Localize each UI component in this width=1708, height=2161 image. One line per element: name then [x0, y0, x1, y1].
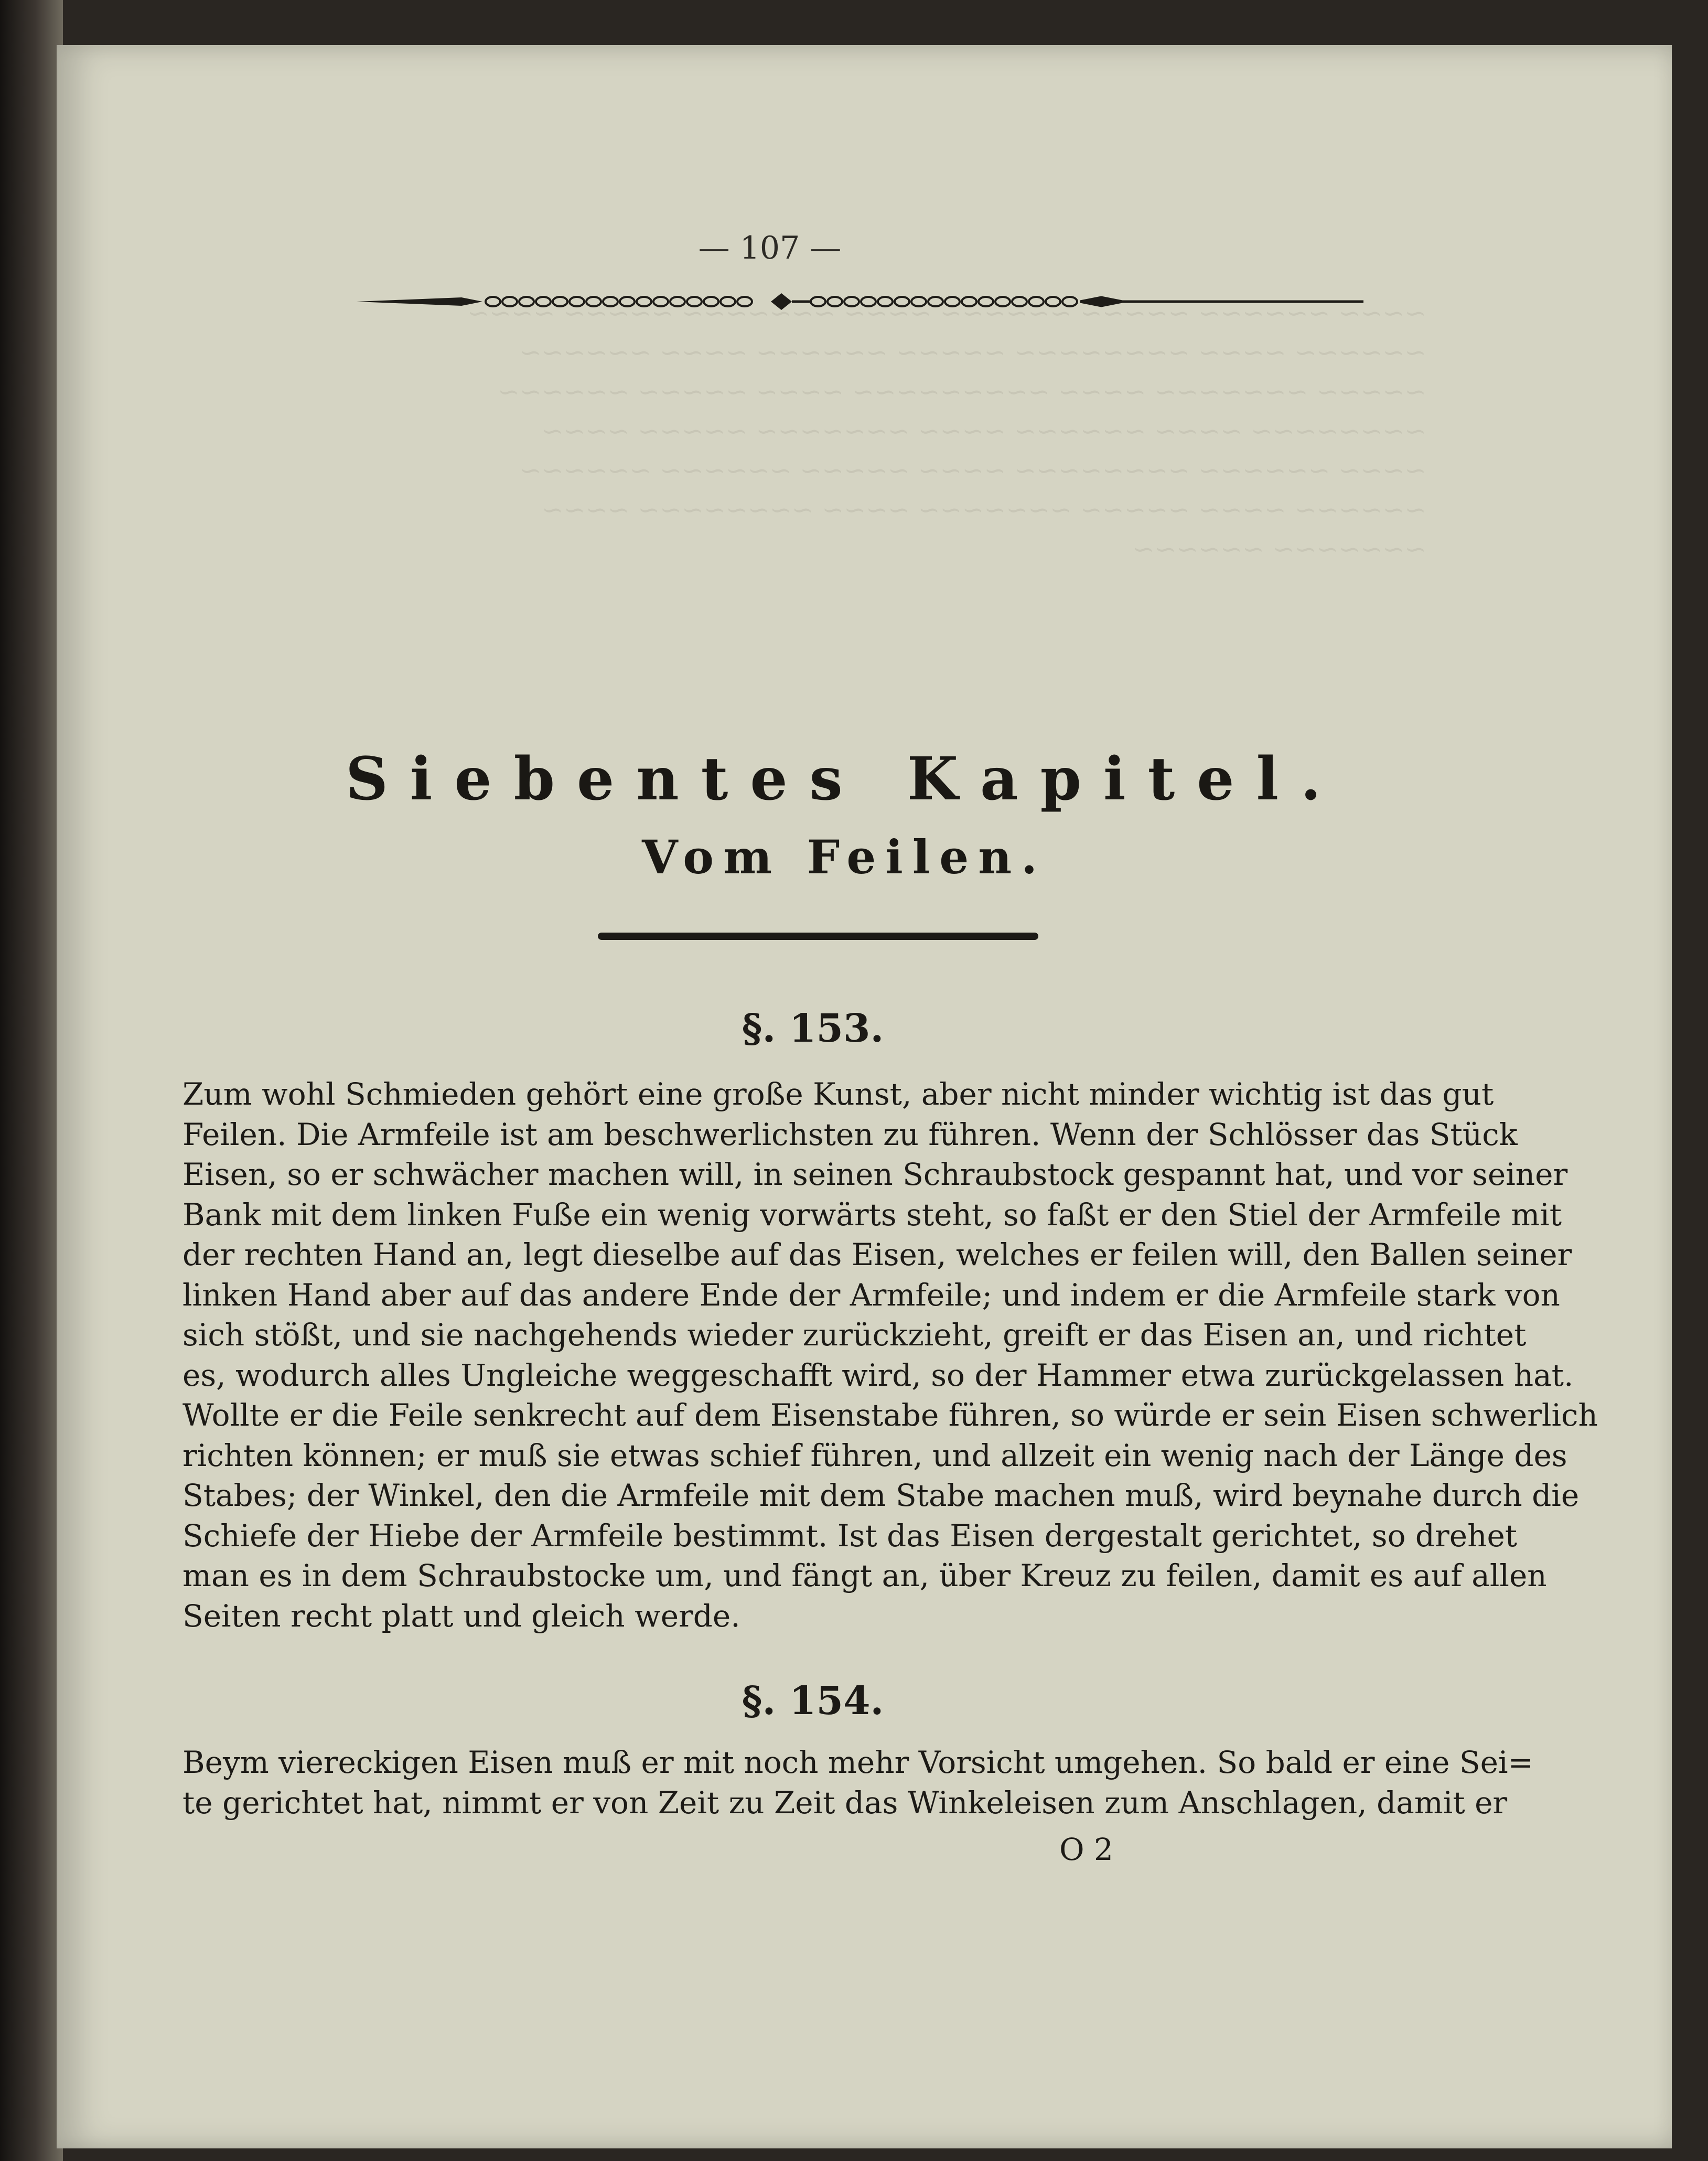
text-line: Beym viereckigen Eisen muß er mit noch mehr Vorsicht umgehen. So bald er eine Sei=	[182, 1745, 1534, 1780]
chapter-subtitle: Vom Feilen.	[642, 830, 1047, 884]
decorative-ornament-rule	[199, 286, 1363, 317]
text-line: Wollte er die Feile senkrecht auf dem Eisenstabe führen, so würde er sein Eisen schwerlich	[182, 1397, 1598, 1433]
text-line: der rechten Hand an, legt dieselbe auf das Eisen, welches er feilen will, den Ballen seiner	[182, 1237, 1572, 1272]
section-154-paragraph	[182, 1742, 1534, 1823]
text-line: man es in dem Schraubstocke um, und fängt an, über Kreuz zu feilen, damit es auf allen	[182, 1558, 1547, 1593]
text-line: richten können; er muß sie etwas schief führen, und allzeit ein wenig nach der Länge des	[182, 1437, 1567, 1473]
signature-mark: O 2	[1059, 1832, 1113, 1867]
title-divider-rule	[598, 933, 1038, 940]
chapter-title: Siebentes Kapitel.	[345, 745, 1344, 814]
book-spine	[0, 0, 63, 2161]
text-line: te gerichtet hat, nimmt er von Zeit zu Zeit das Winkeleisen zum Anschlagen, damit er	[182, 1784, 1508, 1821]
text-line: Stabes; der Winkel, den die Armfeile mit dem Stabe machen muß, wird beynahe durch die	[182, 1478, 1580, 1513]
section-heading-153: §. 153.	[742, 1006, 884, 1051]
section-heading-154: §. 154.	[742, 1678, 884, 1724]
text-line: Feilen. Die Armfeile ist am beschwerlichsten zu führen. Wenn der Schlösser das Stück	[182, 1116, 1518, 1152]
text-line: Schiefe der Hiebe der Armfeile bestimmt. Ist das Eisen dergestalt gerichtet, so drehet	[182, 1517, 1518, 1554]
text-line: Eisen, so er schwächer machen will, in seinen Schraubstock gespannt hat, und vor seiner	[182, 1157, 1568, 1192]
text-line: Zum wohl Schmieden gehört eine große Kunst, aber nicht minder wichtig ist das gut	[182, 1076, 1494, 1112]
text-line: Bank mit dem linken Fuße ein wenig vorwärts steht, so faßt er den Stiel der Armfeile mit	[182, 1196, 1562, 1233]
page-number: — 107 —	[698, 230, 842, 266]
text-line: sich stößt, und sie nachgehends wieder zurückzieht, greift er das Eisen an, und richtet	[182, 1317, 1527, 1353]
section-153-paragraph	[182, 1074, 1598, 1636]
text-line: Seiten recht platt und gleich werde.	[182, 1598, 740, 1634]
text-line: es, wodurch alles Ungleiche weggeschafft wird, so der Hammer etwa zurückgelassen hat.	[182, 1357, 1574, 1393]
text-line: linken Hand aber auf das andere Ende der Armfeile; und indem er die Armfeile stark von	[182, 1277, 1560, 1313]
